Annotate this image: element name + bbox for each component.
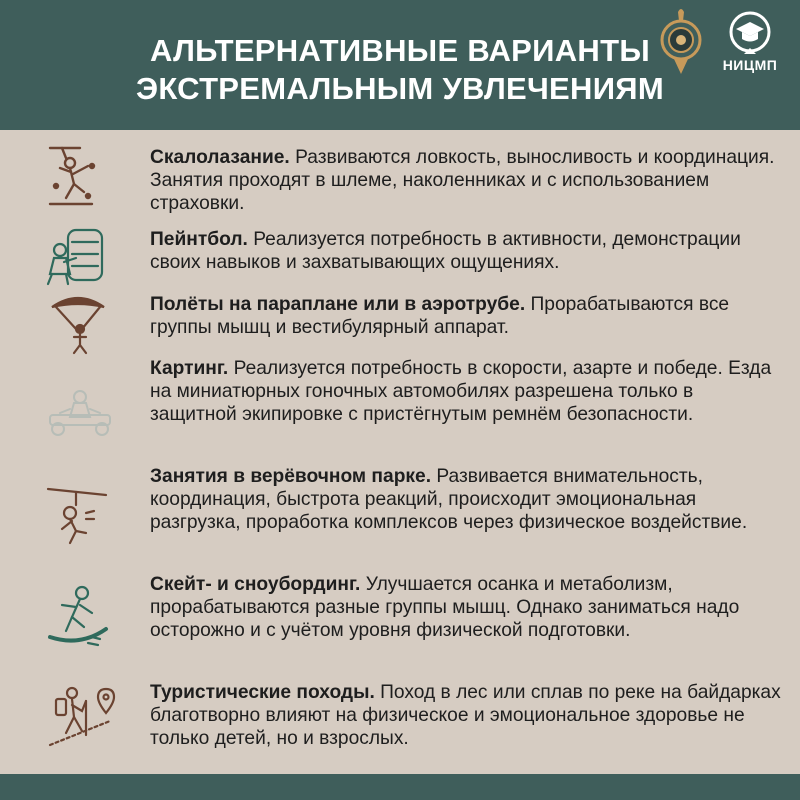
snowboarder-icon [40,583,120,653]
footer-bar [0,774,800,800]
list-item [0,681,800,751]
list-item [0,146,800,216]
item-text: Улучшается осанка и метаболизм, прорабатываются разные группы мышц. Однако заниматься надо осторожно и с учётом уровня физической подготовки. [150,574,740,641]
item-description [150,465,785,534]
item-text: Развивается внимательность, координация, быстрота реакций, происходит эмоциональная разгрузка, проработка комплексов через физическое воздействие. [150,466,748,533]
zipline-icon [40,483,120,553]
paintball-player-icon [40,224,120,294]
list-item [0,293,800,353]
item-label: Занятия в верёвочном парке. [150,466,432,487]
item-text: Реализуется потребность в скорости, азарте и победе. Езда на миниатюрных гоночных автомобилях разрешена только в защитной экипировке с пристёгнутым ремнём безопасности. [150,358,772,425]
item-description [150,146,785,215]
hiker-icon [40,681,120,751]
item-label: Пейнтбол. [150,229,248,250]
title-line-2: ЭКСТРЕМАЛЬНЫМ УВЛЕЧЕНИЯМ [135,71,665,106]
title-line-1: АЛЬТЕРНАТИВНЫЕ ВАРИАНТЫ [150,33,650,68]
item-label: Картинг. [150,358,229,379]
climber-icon [40,146,120,216]
header-banner [0,0,800,130]
item-text: Прорабатываются все группы мышц и вестибулярный аппарат. [150,294,730,338]
item-label: Скалолазание. [150,147,290,168]
item-description [150,293,785,339]
item-label: Полёты на параплане или в аэротрубе. [150,294,526,315]
item-text: Развиваются ловкость, выносливость и координация. Занятия проходят в шлеме, наколенниках и с использованием страховки. [150,147,775,214]
item-label: Скейт- и сноубординг. [150,574,361,595]
paraglider-icon [40,289,120,359]
list-item [0,228,800,288]
list-item [0,357,800,447]
logos [656,8,786,78]
list-item [0,465,800,555]
item-text: Реализуется потребность в активности, демонстрации своих навыков и захватывающих ощущениях. [150,229,741,273]
list-item [0,573,800,663]
karting-icon [40,375,120,445]
item-description [150,681,785,750]
graduation-cap-icon [728,10,772,54]
item-description [150,357,785,426]
eye-logo-icon [656,8,706,78]
item-description [150,573,785,642]
item-description [150,228,785,274]
nicmp-logo [714,10,786,76]
logo-text: НИЦМП [722,57,778,73]
item-text: Поход в лес или сплав по реке на байдарках благотворно влияют на физическое и эмоциональное здоровье не только детей, но и взрослых. [150,682,781,749]
item-label: Туристические походы. [150,682,375,703]
